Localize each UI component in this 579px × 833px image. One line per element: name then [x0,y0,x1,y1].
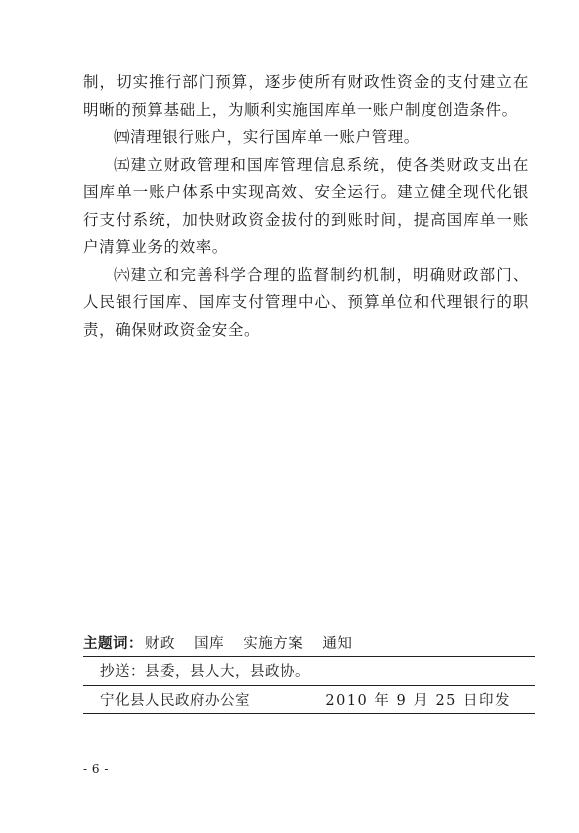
body-text [83,69,529,344]
issue-date: 2010 年 9 月 25 日印发 [325,692,511,709]
keyword: 国库 [194,635,225,652]
keyword: 财政 [145,635,175,652]
cc-recipients: 抄送：县委，县人大，县政协。 [100,664,310,680]
issuing-office: 宁化县人民政府办公室 [100,692,250,709]
subject-keywords-row [83,628,535,657]
paragraph-item-5: ㈤建立财政管理和国库管理信息系统，使各类财政支出在国库单一账户体系中实现高效、安全运行。建立健全现代化银行支付系统，加快财政资金拔付的到账时间，提高国库单一账户清算业务的效率。 [83,155,529,256]
keyword: 通知 [322,635,353,652]
paragraph-item-4: ㈣清理银行账户，实行国库单一账户管理。 [114,128,420,146]
keyword: 实施方案 [243,635,304,652]
subject-keywords [145,632,366,653]
paragraph-item-6: ㈥建立和完善科学合理的监督制约机制，明确财政部门、人民银行国库、国库支付管理中心、预算单位和代理银行的职责，确保财政资金安全。 [83,265,529,339]
subject-label: 主题词： [83,635,143,652]
paragraph-continuation: 制，切实推行部门预算，逐步使所有财政性资金的支付建立在明晰的预算基础上，为顺利实施国库单一账户制度创造条件。 [83,73,529,119]
issue-row [83,685,535,714]
page-number: - 6 - [83,762,109,776]
cc-row [83,656,535,686]
